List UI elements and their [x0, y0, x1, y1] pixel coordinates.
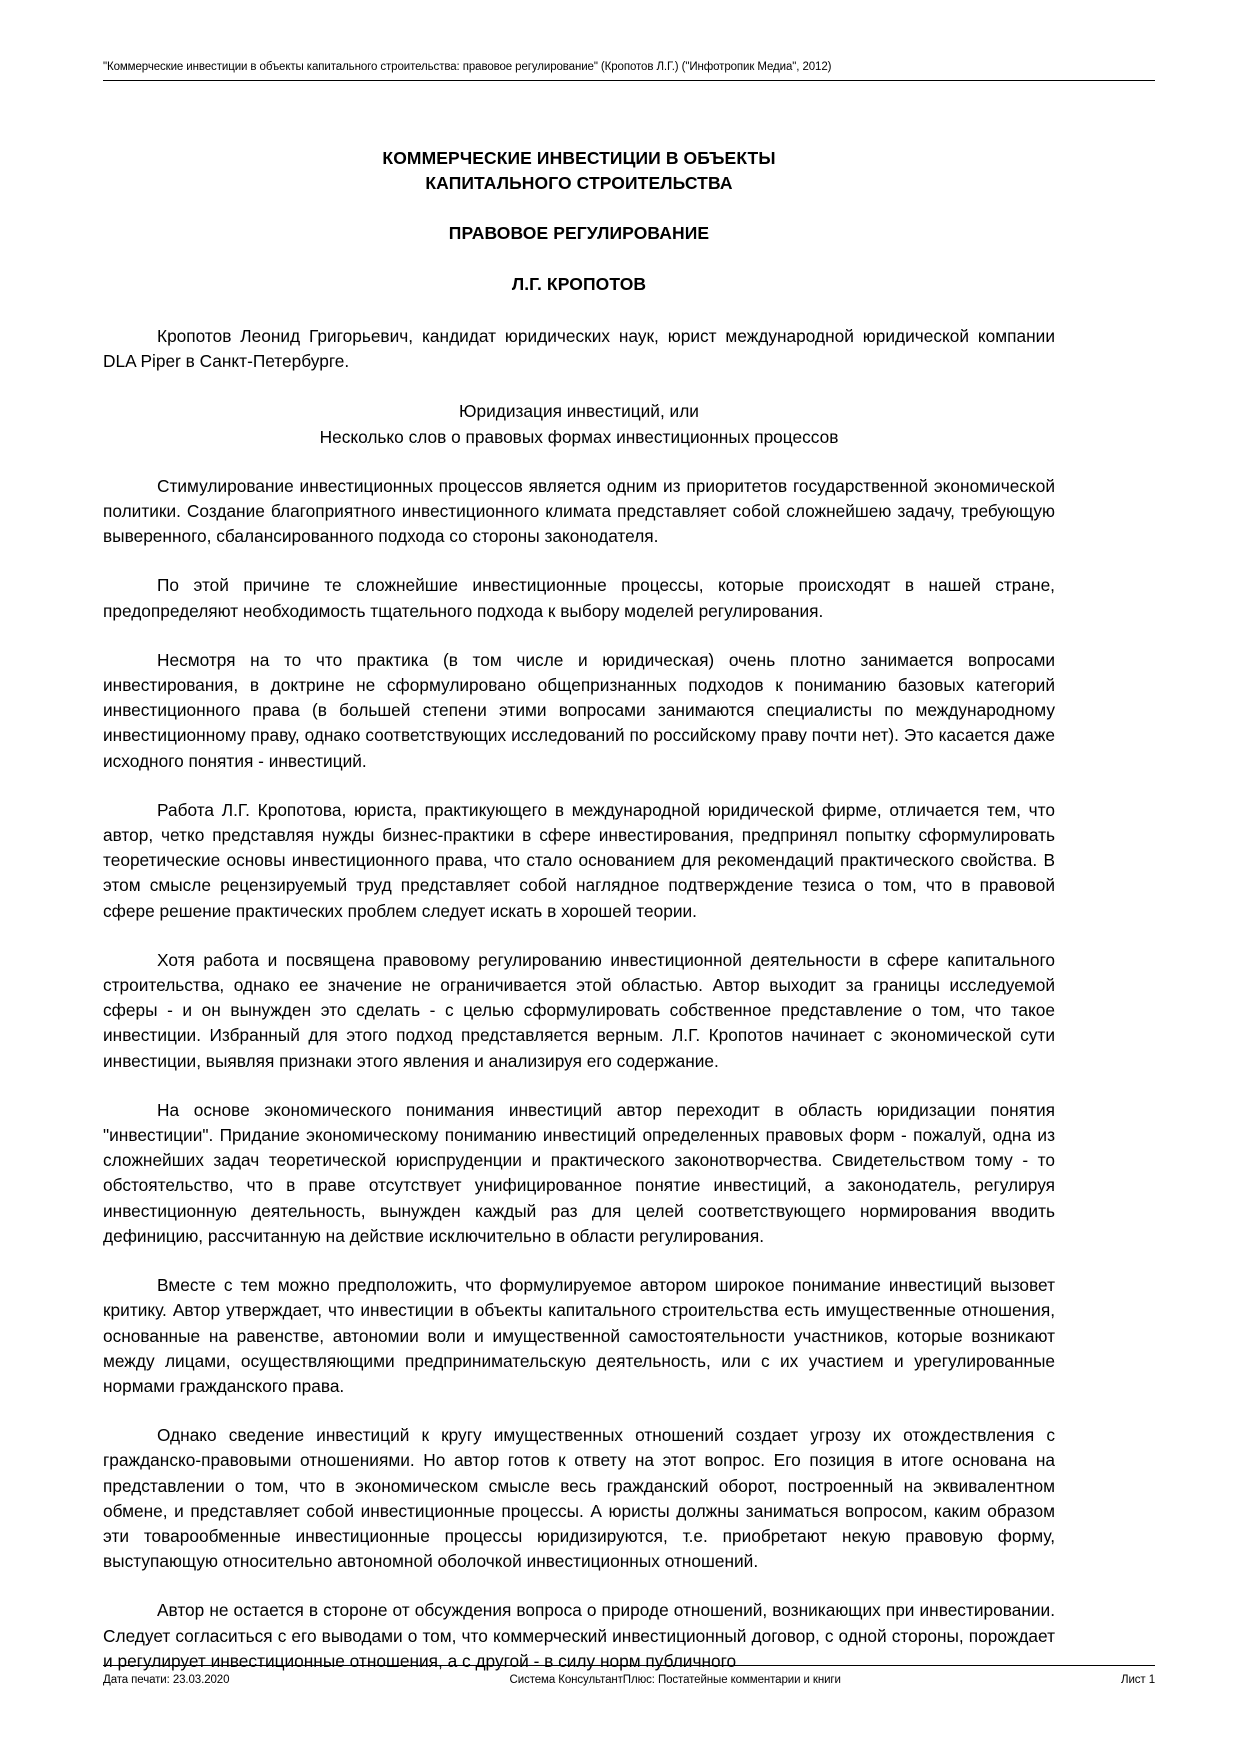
body-paragraph: Несмотря на то что практика (в том числе и юридическая) очень плотно занимается вопросами инвестирования, в доктрине не сформулировано общепризнанных подходов к пониманию базовых категорий инвестиционного права (в большей степени этими вопросами занимаются специалисты по международному инвестиционному праву, однако соответствующих исследований по российскому праву почти нет). Это касается даже исходного понятия - инвестиций. — [103, 649, 1055, 771]
body-paragraph: По этой причине те сложнейшие инвестиционные процессы, которые происходят в нашей стране, предопределяют необходимость тщательного подхода к выбору моделей регулирования. — [103, 575, 1055, 621]
body-paragraph: Однако сведение инвестиций к кругу имущественных отношений создает угрозу их отождествления с гражданско-правовыми отношениями. Но автор готов к ответу на этот вопрос. Его позиция в итоге основана на представлении о том, что в экономическом смысле весь гражданский оборот, построенный на эквивалентном обмене, и представляет собой инвестиционные процессы. А юристы должны заниматься вопросом, каким образом эти товарообменные инвестиционные процессы юридизируются, т.е. приобретают некую правовую форму, выступающую относительно автономной оболочкой инвестиционных отношений. — [103, 1425, 1055, 1572]
footer-row — [103, 1673, 1155, 1687]
body-paragraph: Автор не остается в стороне от обсуждения вопроса о природе отношений, возникающих при инвестировании. Следует согласиться с его выводами о том, что коммерческий инвестиционный договор, с одной стороны, порождает и регулирует инвестиционные отношения, а с другой - в силу норм публичного — [103, 1600, 1055, 1671]
body-paragraph: Хотя работа и посвящена правовому регулированию инвестиционной деятельности в сфере капитального строительства, однако ее значение не ограничивается этой областью. Автор выходит за границы исследуемой сферы - и он вынужден это сделать - с целью сформулировать собственное представление о том, что такое инвестиции. Избранный для этого подход представляется верным. Л.Г. Кропотов начинает с экономической сути инвестиции, выявляя признаки этого явления и анализируя его содержание. — [103, 949, 1055, 1071]
body-paragraphs — [103, 474, 1055, 1674]
page-title-line-2: КАПИТАЛЬНОГО СТРОИТЕЛЬСТВА — [425, 173, 733, 193]
header-source-citation: "Коммерческие инвестиции в объекты капитального строительства: правовое регулирование" (Кропотов Л.Г.) ("Инфотропик Медиа", 2012) — [103, 61, 832, 73]
footer-page-number: Лист 1 — [1121, 1674, 1155, 1686]
document-running-header — [103, 60, 1155, 81]
page-subtitle: ПРАВОВОЕ РЕГУЛИРОВАНИЕ — [448, 223, 710, 243]
article-heading — [103, 399, 1055, 449]
article-heading-line-2: Несколько слов о правовых формах инвестиционных процессов — [319, 426, 839, 447]
document-content — [103, 146, 1055, 1674]
author-byline: Кропотов Леонид Григорьевич, кандидат юридических наук, юрист международной юридической компании DLA Piper в Санкт-Петербурге. — [103, 326, 1055, 372]
page-author: Л.Г. КРОПОТОВ — [511, 274, 647, 294]
article-heading-line-1: Юридизация инвестиций, или — [459, 401, 699, 422]
body-paragraph: Работа Л.Г. Кропотова, юриста, практикующего в международной юридической фирме, отличается тем, что автор, четко представляя нужды бизнес-практики в сфере инвестирования, предпринял попытку сформулировать теоретические основы инвестиционного права, что стало основанием для рекомендаций практического свойства. В этом смысле рецензируемый труд представляет собой наглядное подтверждение тезиса о том, что в правовой сфере решение практических проблем следует искать в хорошей теории. — [103, 799, 1055, 921]
header-divider-rule — [103, 80, 1155, 81]
document-running-footer — [103, 1665, 1155, 1687]
footer-print-date: Дата печати: 23.03.2020 — [103, 1674, 230, 1686]
page-title — [103, 146, 1055, 196]
body-paragraph: Вместе с тем можно предположить, что формулируемое автором широкое понимание инвестиций вызовет критику. Автор утверждает, что инвестиции в объекты капитального строительства есть имущественные отношения, основанные на равенстве, автономии воли и имущественной самостоятельности участников, которые возникают между лицами, осуществляющими предпринимательскую деятельность, или с их участием и урегулированные нормами гражданского права. — [103, 1275, 1055, 1396]
page-title-line-1: КОММЕРЧЕСКИЕ ИНВЕСТИЦИИ В ОБЪЕКТЫ — [382, 148, 776, 168]
body-paragraph: Стимулирование инвестиционных процессов является одним из приоритетов государственной экономической политики. Создание благоприятного инвестиционного климата представляет собой сложнейшею задачу, требующую выверенного, сбалансированного подхода со стороны законодателя. — [103, 475, 1055, 547]
footer-divider-rule — [103, 1665, 1155, 1666]
footer-system-name: Система КонсультантПлюс: Постатейные комментарии и книги — [509, 1674, 841, 1686]
body-paragraph: На основе экономического понимания инвестиций автор переходит в область юридизации понятия "инвестиции". Придание экономическому пониманию инвестиций определенных правовых форм - пожалуй, одна из сложнейших задач теоретической юриспруденции и практического законотворчества. Свидетельством тому - то обстоятельство, что в праве отсутствует унифицированное понятие инвестиций, а законодатель, регулируя инвестиционную деятельность, вынужден каждый раз для целей соответствующего нормирования вводить дефиницию, рассчитанную на действие исключительно в области регулирования. — [103, 1099, 1055, 1246]
